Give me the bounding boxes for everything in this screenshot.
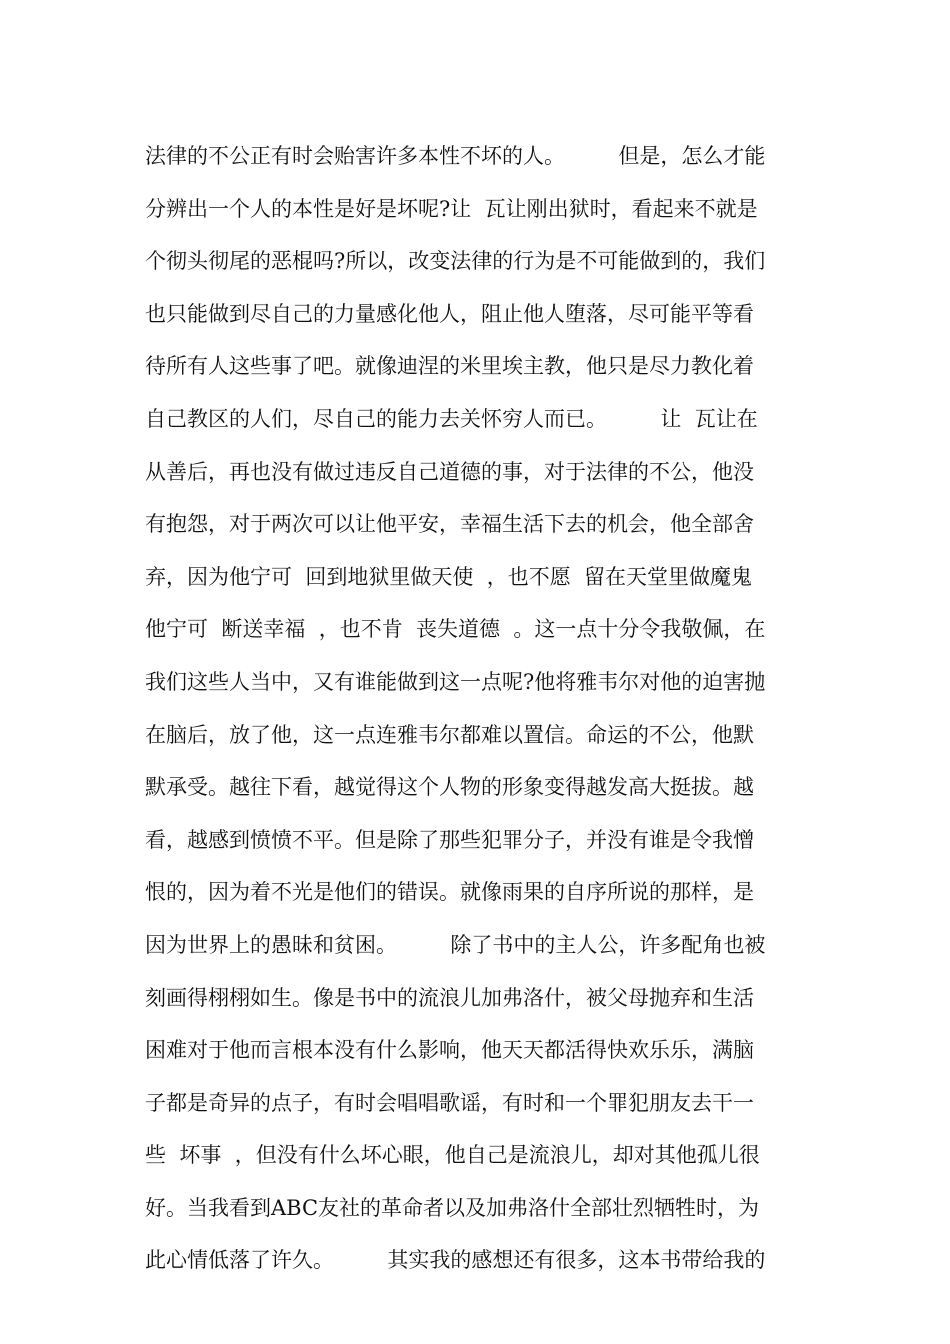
text-line: 因为世界上的愚昧和贫困。 除了书中的主人公，许多配角也被 bbox=[145, 932, 766, 957]
text-line: 有抱怨，对于两次可以让他平安，幸福生活下去的机会，他全部舍 bbox=[145, 512, 754, 537]
text-line: 子都是奇异的点子，有时会唱唱歌谣，有时和一个罪犯朋友去干一 bbox=[145, 1090, 754, 1115]
text-line: 分辨出一个人的本性是好是坏呢?让 瓦让刚出狱时，看起来不就是 bbox=[145, 196, 758, 221]
text-line: 看，越感到愤愤不平。但是除了那些犯罪分子，并没有谁是令我憎 bbox=[145, 827, 754, 852]
text-line: 自己教区的人们，尽自己的能力去关怀穷人而已。 让 瓦让在 bbox=[145, 406, 758, 431]
text-line: 我们这些人当中，又有谁能做到这一点呢?他将雅韦尔对他的迫害抛 bbox=[145, 669, 766, 694]
text-line: 些 坏事 ，但没有什么坏心眼，他自己是流浪儿，却对其他孤儿很 bbox=[145, 1143, 760, 1168]
text-line: 他宁可 断送幸福 ，也不肯 丧失道德 。这一点十分令我敬佩，在 bbox=[145, 617, 766, 642]
text-line: 待所有人这些事了吧。就像迪涅的米里埃主教，他只是尽力教化着 bbox=[145, 354, 754, 379]
text-line: 默承受。越往下看，越觉得这个人物的形象变得越发高大挺拔。越 bbox=[145, 775, 754, 800]
text-line: 也只能做到尽自己的力量感化他人，阻止他人堕落，尽可能平等看 bbox=[145, 301, 754, 326]
text-line: 在脑后，放了他，这一点连雅韦尔都难以置信。命运的不公，他默 bbox=[145, 722, 754, 747]
body-text bbox=[145, 130, 815, 1287]
text-line: 个彻头彻尾的恶棍吗?所以，改变法律的行为是不可能做到的，我们 bbox=[145, 249, 766, 274]
text-line: 法律的不公正有时会贻害许多本性不坏的人。 但是，怎么才能 bbox=[145, 144, 766, 168]
text-line: 困难对于他而言根本没有什么影响，他天天都活得快欢乐乐，满脑 bbox=[145, 1038, 754, 1063]
text-line: 好。当我看到ABC友社的革命者以及加弗洛什全部壮烈牺牲时，为 bbox=[145, 1195, 760, 1220]
text-line: 恨的，因为着不光是他们的错误。就像雨果的自序所说的那样，是 bbox=[145, 880, 754, 905]
text-line: 刻画得栩栩如生。像是书中的流浪儿加弗洛什，被父母抛弃和生活 bbox=[145, 985, 754, 1010]
text-line: 从善后，再也没有做过违反自己道德的事，对于法律的不公，他没 bbox=[145, 459, 754, 484]
text-line: 此心情低落了许久。 其实我的感想还有很多，这本书带给我的 bbox=[145, 1248, 766, 1273]
text-line: 弃，因为他宁可 回到地狱里做天使 ，也不愿 留在天堂里做魔鬼 bbox=[145, 564, 753, 589]
